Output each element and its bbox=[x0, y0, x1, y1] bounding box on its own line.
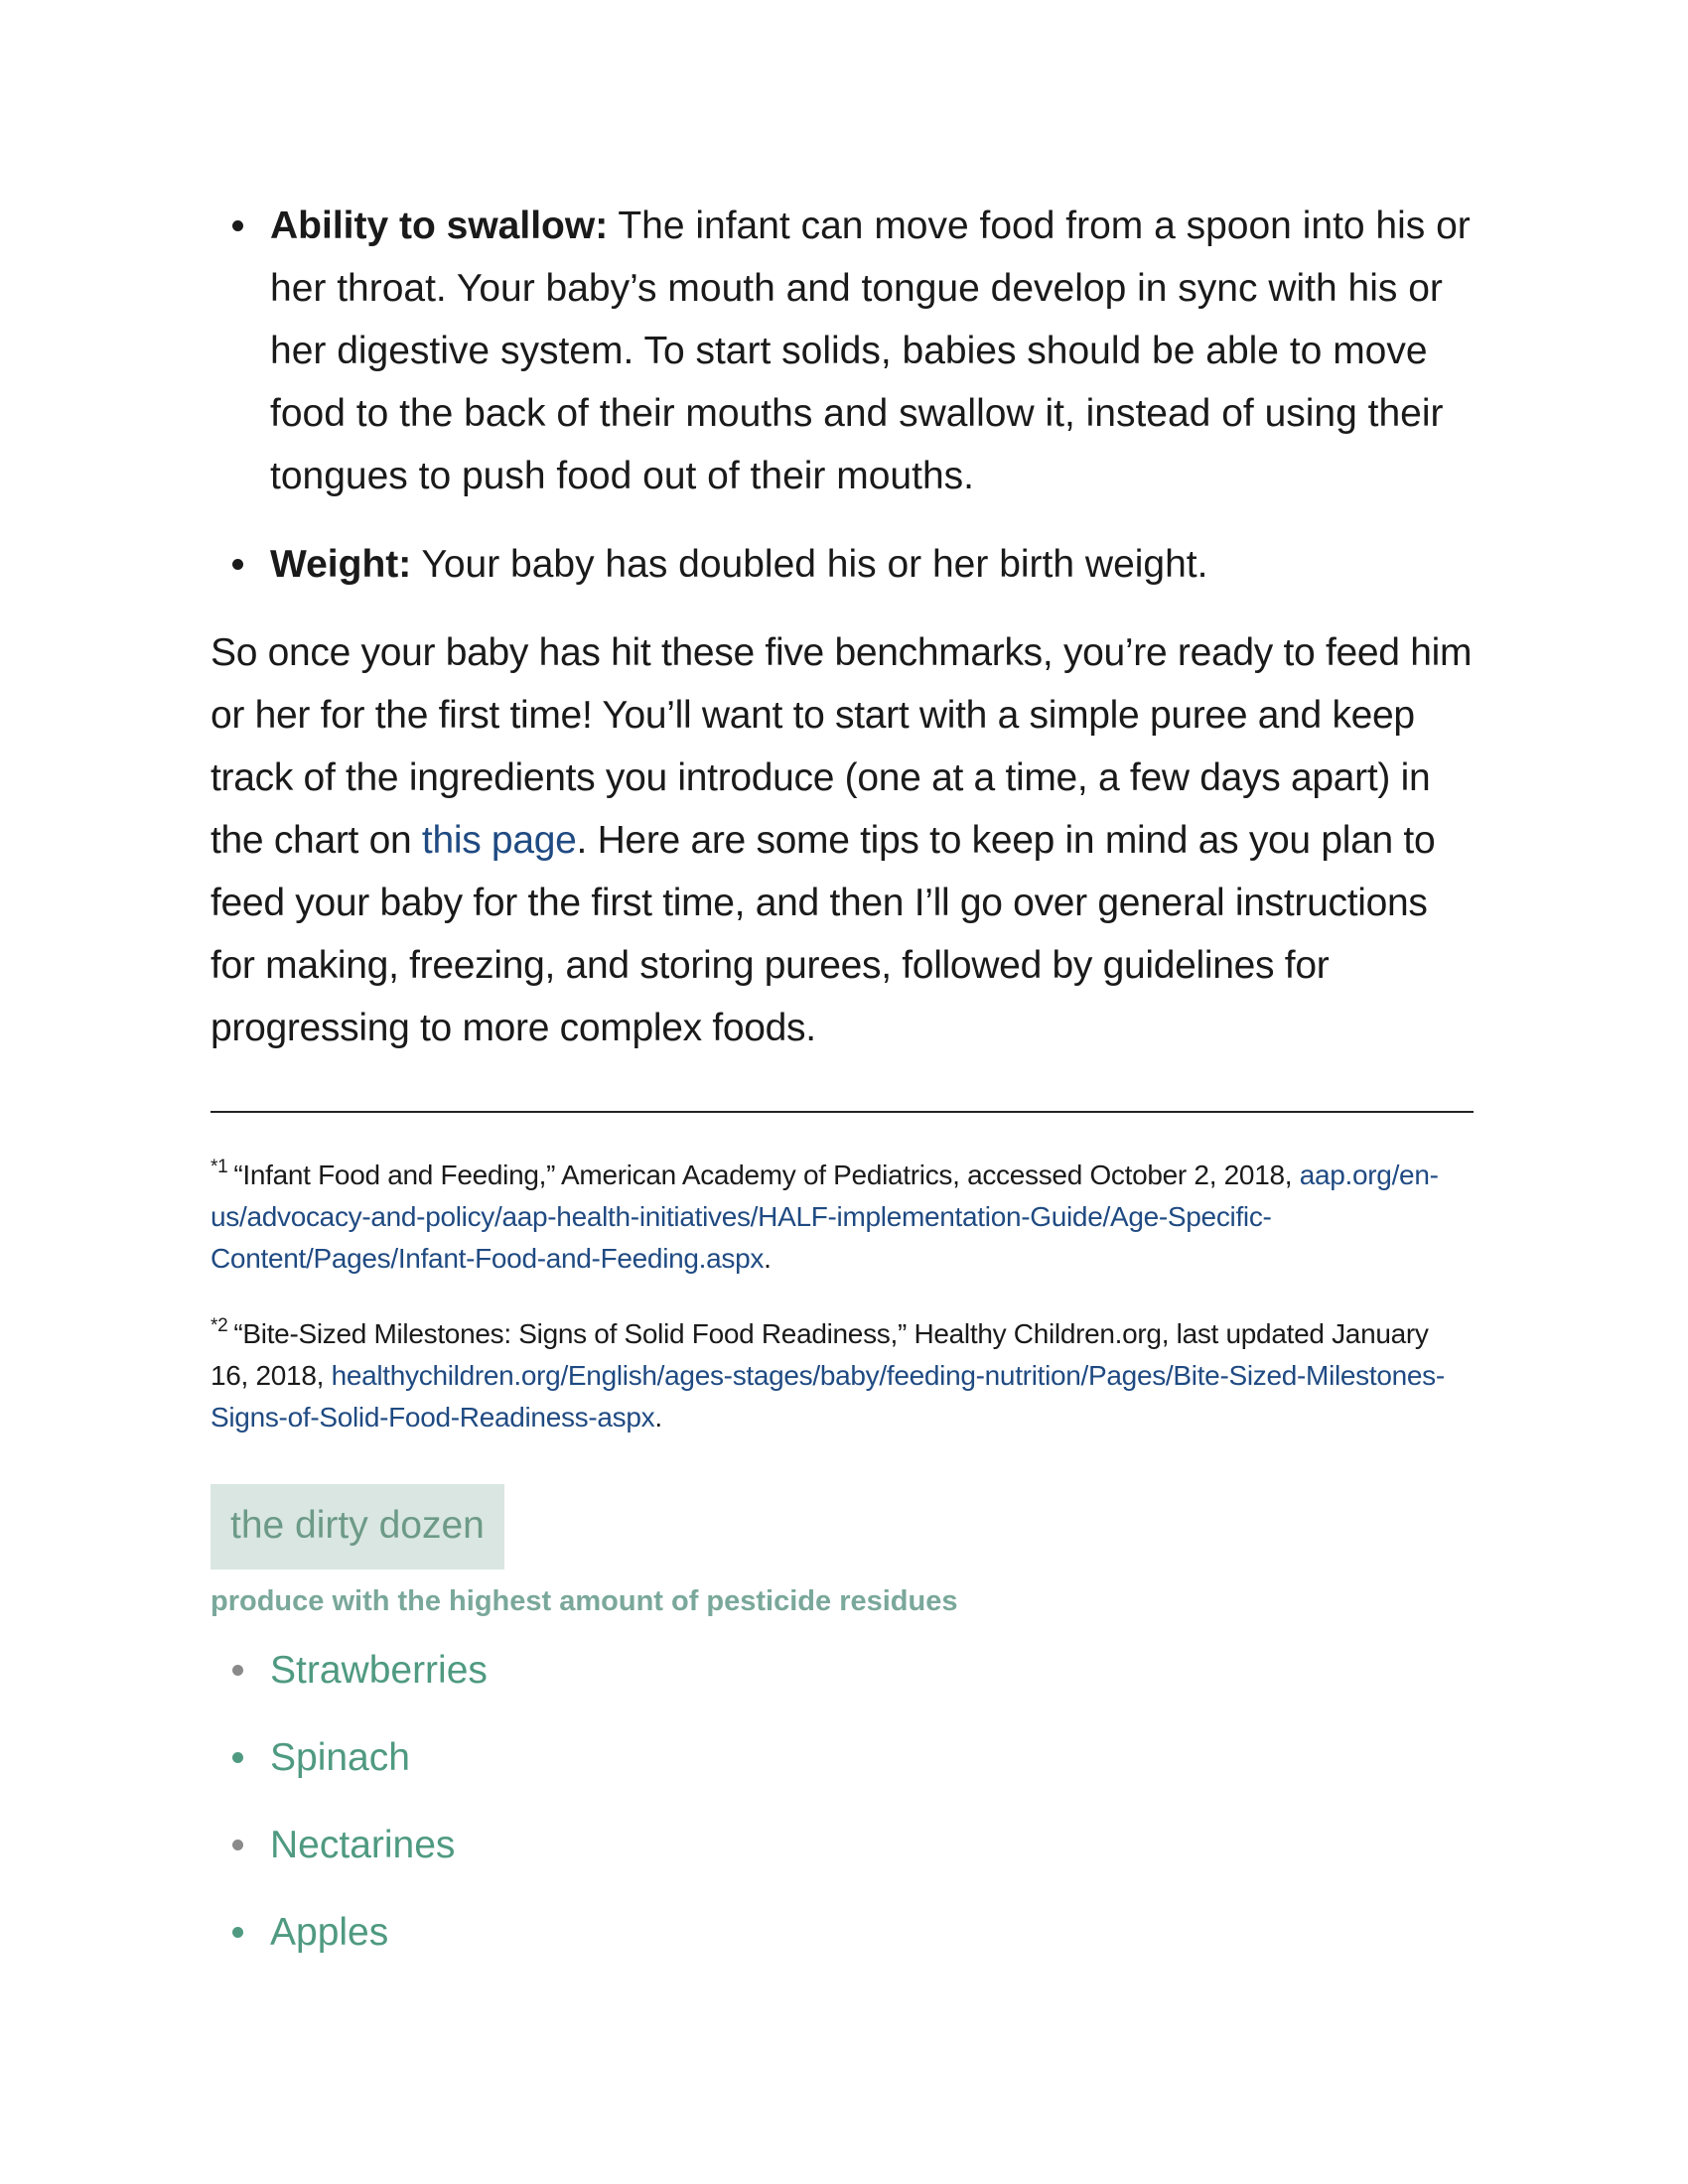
bullet-icon bbox=[232, 1752, 243, 1763]
bullet-icon bbox=[232, 1840, 243, 1850]
bullet-icon bbox=[232, 559, 243, 570]
footnote-text: “Infant Food and Feeding,” American Academy of Pediatrics, accessed October 2, 2018, bbox=[233, 1160, 1300, 1190]
footnote-divider bbox=[211, 1111, 1474, 1113]
produce-list bbox=[211, 1640, 1474, 1964]
list-item bbox=[211, 195, 1474, 507]
footnote-marker: *2 bbox=[211, 1315, 228, 1336]
list-item bbox=[211, 1815, 1474, 1876]
footnote-end: . bbox=[764, 1243, 772, 1274]
footnote-text: “Bite-Sized Milestones: Signs of Solid Food Readiness,” Healthy Children.org, last updated January 16, 2018, bbox=[211, 1318, 1429, 1391]
footnote-link[interactable]: healthychildren.org/English/ages-stages/baby/feeding-nutrition/Pages/Bite-Sized-Milestones-Signs-of-Solid-Food-Readiness-aspx bbox=[211, 1360, 1445, 1433]
dirty-dozen-subtitle: produce with the highest amount of pesticide residues bbox=[211, 1585, 958, 1617]
list-item bbox=[211, 1727, 1474, 1789]
body-paragraph bbox=[211, 621, 1474, 1059]
produce-item: Spinach bbox=[270, 1736, 410, 1779]
list-item-text: Your baby has doubled his or her birth weight. bbox=[411, 543, 1208, 586]
footnote-end: . bbox=[654, 1402, 662, 1433]
paragraph-text: . Here are some tips to keep in mind as you plan to feed your baby for the first time, and then I’ll go over general instructions for making, freezing, and storing purees, followed by guidelines for progressing to more complex foods. bbox=[211, 819, 1436, 1049]
paragraph-text: So once your baby has hit these five benchmarks, you’re ready to feed him or her for the first time! You’ll want to start with a simple puree and keep track of the ingredients you introduce (one at a time, a few days apart) in the chart on bbox=[211, 631, 1473, 862]
list-item-label: Ability to swallow: bbox=[270, 205, 609, 247]
dirty-dozen-title: the dirty dozen bbox=[211, 1484, 504, 1570]
bullet-icon bbox=[232, 1665, 243, 1676]
list-item bbox=[211, 1640, 1474, 1702]
list-item-text: The infant can move food from a spoon into his or her throat. Your baby’s mouth and tongue develop in sync with his or her digestive system. To start solids, babies should be able to move food to the back of their mouths and swallow it, instead of using their tongues to push food out of their mouths. bbox=[270, 205, 1471, 497]
footnote-1 bbox=[211, 1147, 1474, 1280]
list-item bbox=[211, 1902, 1474, 1964]
bullet-icon bbox=[232, 1927, 243, 1938]
page-content bbox=[211, 195, 1474, 1989]
bullet-icon bbox=[232, 220, 243, 231]
readiness-list bbox=[211, 195, 1474, 596]
this-page-link[interactable]: this page bbox=[421, 819, 577, 862]
produce-item: Apples bbox=[270, 1911, 389, 1954]
footnote-marker: *1 bbox=[211, 1157, 228, 1177]
produce-item: Strawberries bbox=[270, 1649, 488, 1692]
list-item-label: Weight: bbox=[270, 543, 412, 586]
list-item bbox=[211, 533, 1474, 596]
footnote-2 bbox=[211, 1305, 1474, 1438]
produce-item: Nectarines bbox=[270, 1824, 456, 1866]
footnote-link[interactable]: aap.org/en-us/advocacy-and-policy/aap-health-initiatives/HALF-implementation-Guide/Age-Specific-Content/Pages/Infant-Food-and-Feeding.aspx bbox=[211, 1160, 1439, 1274]
